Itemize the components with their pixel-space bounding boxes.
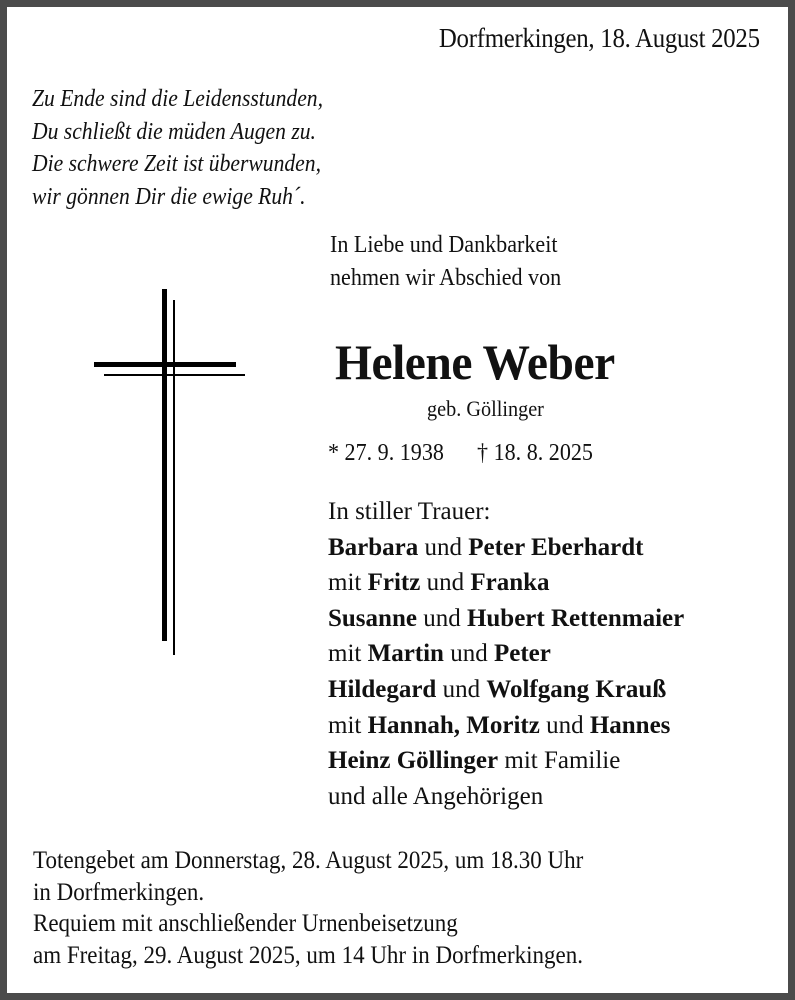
mourner-connector: mit [328,711,368,739]
mourner-name: Hubert Rettenmaier [466,604,685,632]
mourner-line [328,601,684,637]
mourner-name: Franka [470,569,550,597]
place-date: Dorfmerkingen, 18. August 2025 [439,23,760,53]
mourner-name: Barbara [328,533,419,561]
intro-text [330,229,561,295]
mourner-line [328,565,684,601]
mourner-name: Fritz [367,569,421,597]
mourner-name: Hannah, Moritz [367,711,540,739]
mourner-name: Heinz Göllinger [328,747,499,775]
poem [32,83,323,213]
mourner-line [328,743,684,779]
life-dates [328,440,593,467]
mourner-name: Martin [367,640,444,668]
mourner-line [328,636,684,672]
mourner-connector: mit [328,640,368,668]
deceased-name: Helene Weber [335,334,615,390]
mourner-name: Hannes [589,711,671,739]
birth-date: * 27. 9. 1938 [328,440,444,466]
service-line: am Freitag, 29. August 2025, um 14 Uhr in Dorfmerkingen. [33,941,584,969]
mourner-connector: mit [328,569,368,597]
mourner-name: Susanne [328,604,417,632]
mourner-name: Peter Eberhardt [468,533,644,561]
mourners-list [328,494,684,814]
mourner-connector: und [418,533,469,561]
obituary-notice [7,7,788,993]
poem-line: Die schwere Zeit ist überwunden, [32,151,321,177]
mourner-connector: und [420,569,471,597]
mourner-name: Hildegard [328,675,437,703]
mourner-connector: und [416,604,467,632]
mourner-connector: mit Familie [498,747,621,775]
poem-line: Zu Ende sind die Leidensstunden, [32,86,323,112]
mourner-line [328,708,684,744]
maiden-name: geb. Göllinger [427,396,544,421]
poem-line: Du schließt die müden Augen zu. [32,118,316,145]
service-line: in Dorfmerkingen. [33,878,205,906]
mourners-heading: In stiller Trauer: [328,498,491,525]
intro-line: nehmen wir Abschied von [330,265,562,291]
mourner-line [328,672,684,708]
poem-line: wir gönnen Dir die ewige Ruh´. [32,183,306,210]
mourner-line [328,779,684,815]
mourner-connector: und alle Angehörigen [328,782,544,810]
service-details [33,845,583,971]
mourner-connector: und [436,675,487,703]
service-line: Requiem mit anschließender Urnenbeisetzung [33,910,458,937]
service-line: Totengebet am Donnerstag, 28. August 2025, um 18.30 Uhr [33,847,584,874]
mourner-connector: und [443,640,494,668]
mourner-name: Peter [493,640,551,668]
mourner-line [328,530,684,566]
death-date: † 18. 8. 2025 [477,440,593,466]
mourner-connector: und [539,711,590,739]
mourner-name: Wolfgang Krauß [486,675,667,703]
intro-line: In Liebe und Dankbarkeit [330,232,558,258]
